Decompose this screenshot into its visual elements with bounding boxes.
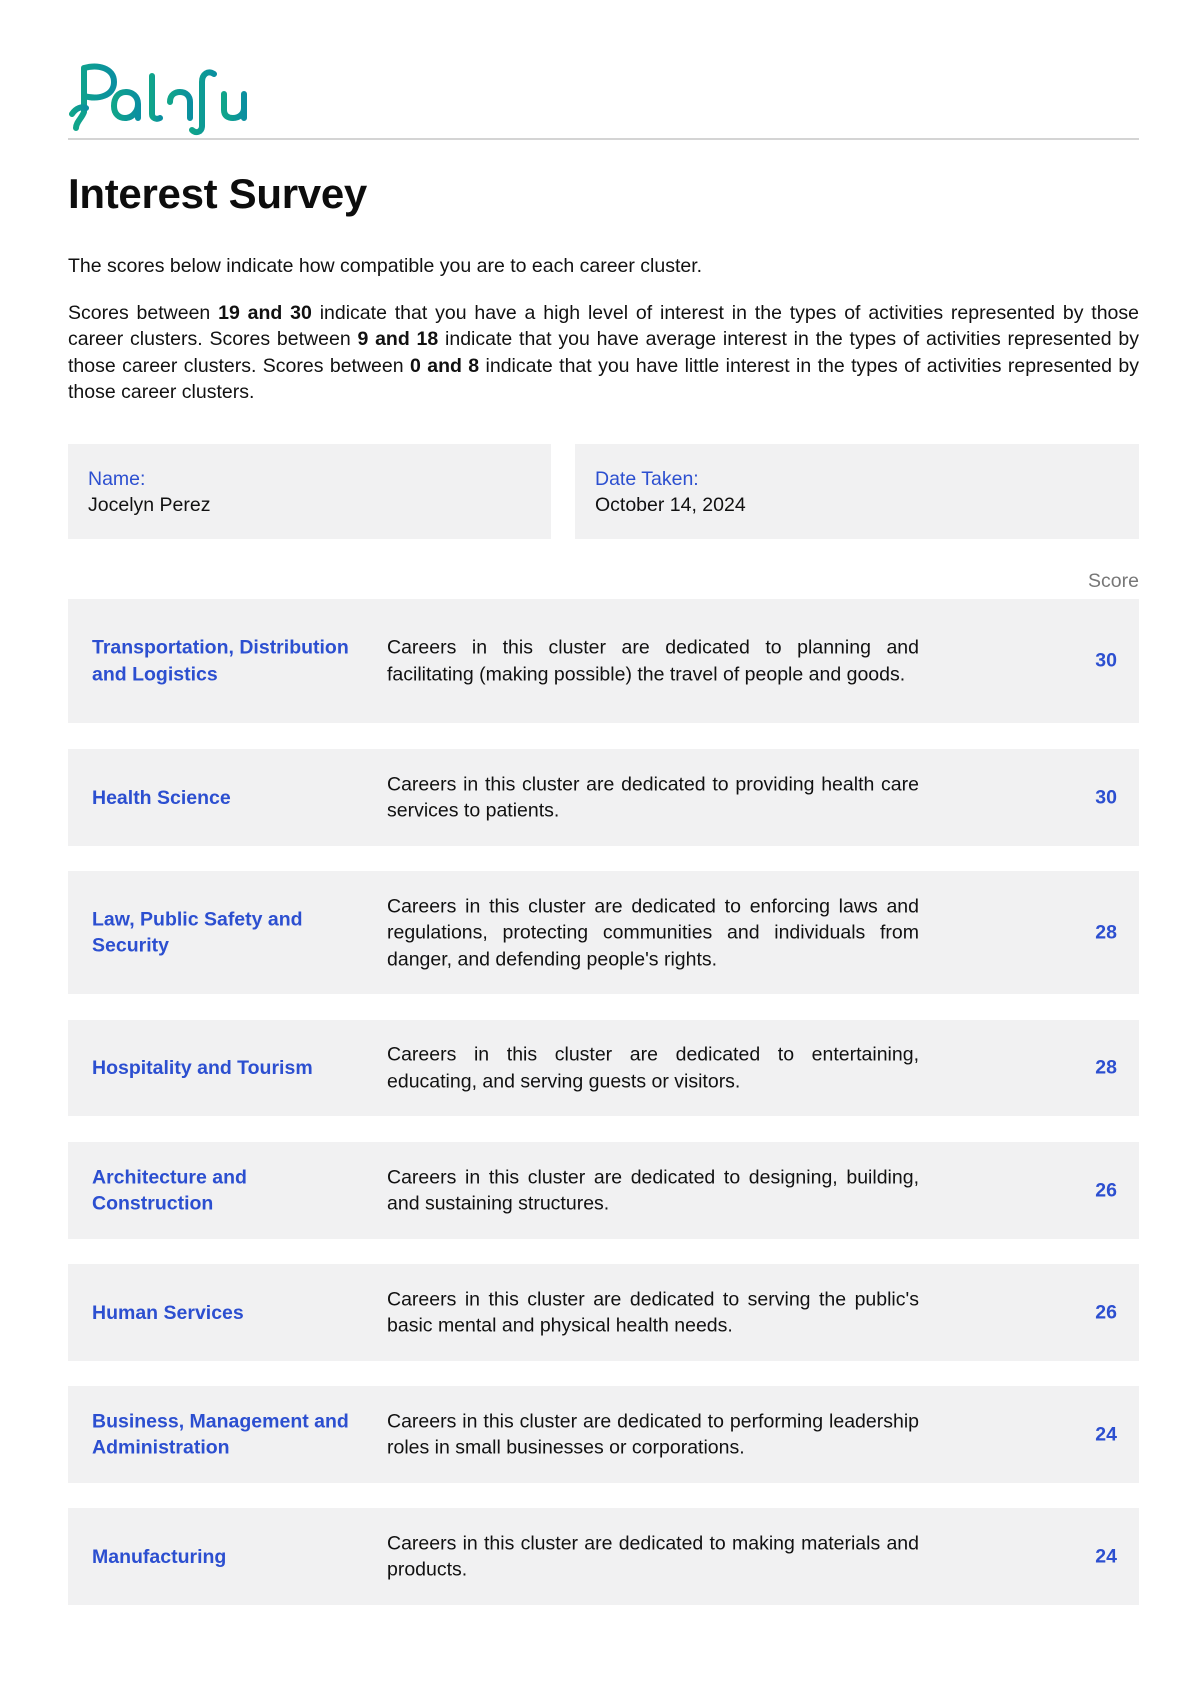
cluster-score: 24 <box>1095 1423 1117 1445</box>
cluster-row <box>68 1264 1139 1361</box>
cluster-row <box>68 1508 1139 1605</box>
name-value: Jocelyn Perez <box>88 494 211 516</box>
cluster-description: Careers in this cluster are dedicated to serving the public's basic mental and physical health needs. <box>387 1288 919 1337</box>
cluster-name: Health Science <box>92 786 231 809</box>
pathful-logo-mark <box>68 62 268 136</box>
cluster-row <box>68 749 1139 846</box>
cluster-row <box>68 599 1139 723</box>
cluster-description: Careers in this cluster are dedicated to entertaining, educating, and serving guests or visitors. <box>387 1043 919 1092</box>
name-label: Name: <box>88 468 146 490</box>
header-divider <box>68 138 1139 140</box>
cluster-description: Careers in this cluster are dedicated to designing, building, and sustaining structures. <box>387 1166 919 1215</box>
cluster-name: Transportation, Distribution and Logistics <box>92 636 349 685</box>
average-range: 9 and 18 <box>357 328 439 351</box>
date-label: Date Taken: <box>595 468 699 490</box>
cluster-row <box>68 1386 1139 1483</box>
score-ranges-text: Scores between 19 and 30 indicate that you have a high level of interest in the types of activities represented by those career clusters. Scores between 9 and 18 indicate that you have average interest in the types of activities represented by those career clusters. Scores between 0 and 8 indicate that you have little interest in the types of activities represented by those career clusters. <box>68 302 1139 403</box>
cluster-score: 28 <box>1095 1056 1117 1079</box>
cluster-score: 26 <box>1095 1301 1117 1323</box>
cluster-description: Careers in this cluster are dedicated to providing health care services to patients. <box>387 773 919 822</box>
low-range: 0 and 8 <box>409 354 480 377</box>
cluster-score: 30 <box>1095 649 1117 672</box>
cluster-name: Business, Management and Administration <box>92 1410 349 1459</box>
cluster-score: 24 <box>1095 1545 1117 1567</box>
cluster-score: 26 <box>1095 1179 1117 1201</box>
cluster-description: Careers in this cluster are dedicated to enforcing laws and regulations, protecting communities and individuals from danger, and defending people's rights. <box>387 894 919 970</box>
cluster-description: Careers in this cluster are dedicated to performing leadership roles in small businesses or corporations. <box>387 1410 919 1459</box>
cluster-description: Careers in this cluster are dedicated to planning and facilitating (making possible) the travel of people and goods. <box>387 636 919 685</box>
cluster-name: Hospitality and Tourism <box>92 1056 313 1079</box>
cluster-name: Law, Public Safety and Security <box>92 908 303 957</box>
cluster-row <box>68 871 1139 994</box>
name-box <box>68 444 551 539</box>
cluster-row <box>68 1020 1139 1116</box>
cluster-name: Architecture and Construction <box>92 1166 247 1215</box>
cluster-row <box>68 1142 1139 1239</box>
cluster-name: Manufacturing <box>92 1545 227 1568</box>
page-title: Interest Survey <box>68 170 367 217</box>
cluster-score: 30 <box>1095 786 1117 808</box>
date-value: October 14, 2024 <box>595 494 746 516</box>
score-column-header: Score <box>1088 570 1139 592</box>
intro-text: The scores below indicate how compatible you are to each career cluster. <box>68 255 703 277</box>
cluster-name: Human Services <box>92 1301 244 1324</box>
cluster-description: Careers in this cluster are dedicated to making materials and products. <box>387 1532 919 1581</box>
high-range: 19 and 30 <box>218 302 312 324</box>
pathful-logo <box>68 62 268 136</box>
date-box <box>575 444 1139 539</box>
cluster-score: 28 <box>1095 921 1117 943</box>
